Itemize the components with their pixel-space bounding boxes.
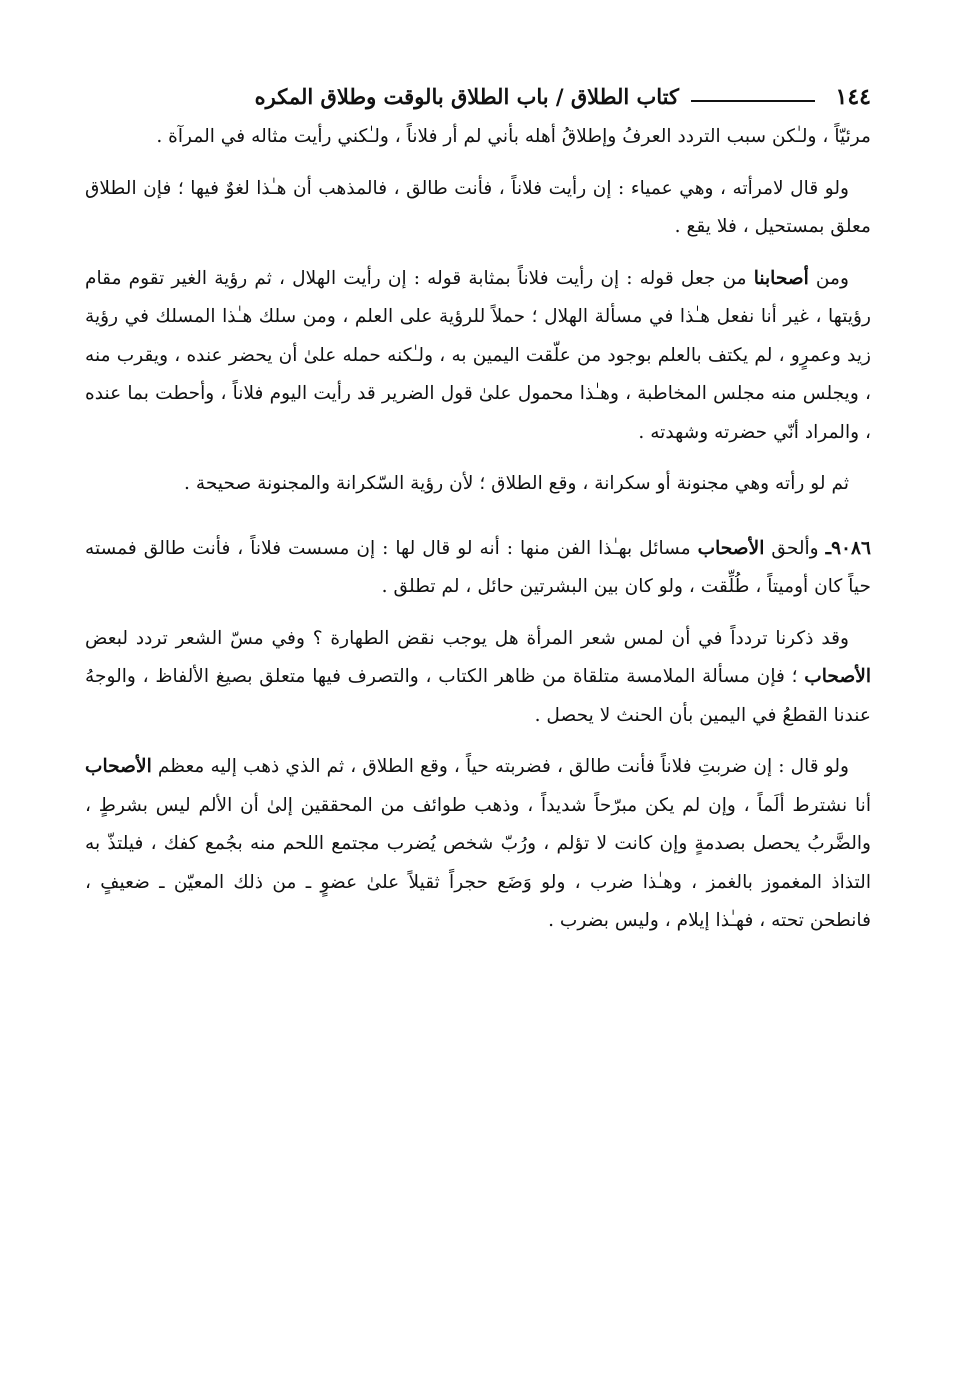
text-run: ولو قال : إن ضربتِ فلاناً فأنت طالق ، فضربته حياً ، وقع الطلاق ، ثم الذي ذهب إليه معظم xyxy=(151,756,849,777)
text-run: وقد ذكرنا تردداً في أن لمس شعر المرأة هل يوجب نقض الطهارة ؟ وفي مسّ الشعر تردد لبعض xyxy=(85,627,849,649)
bold-term: ٩٠٨٦ـ xyxy=(825,537,872,559)
running-title: كتاب الطلاق / باب الطلاق بالوقت وطلاق المكره xyxy=(254,84,679,109)
bold-term: الأصحاب xyxy=(85,756,152,777)
page-header xyxy=(85,78,871,118)
text-run: ؛ فإن مسألة الملامسة متلقاة من ظاهر الكتاب ، والتصرف فيها متعلق بصيغ الألفاظ ، والوجهُ عندنا القطعُ في اليمين بأن الحنث لا يحصل . xyxy=(85,666,871,726)
paragraph-p6 xyxy=(85,620,871,736)
paragraph-p2 xyxy=(85,170,871,247)
text-run: مرئيّاً ، ولـٰكن سبب التردد العرفُ وإطلاقُ أهله بأني لم أر فلاناً ، ولـٰكني رأيت مثاله في المرآة . xyxy=(156,126,871,147)
text-run: مسائل بهـٰذا الفن منها : أنه لو قال لها : إن مسست فلاناً ، فأنت طالق فمسته حياً كان أوميتاً ، طُلِّقت ، ولو كان بين البشرتين حائل ، لم تطلق . xyxy=(85,537,871,597)
paragraph-p7 xyxy=(85,748,871,941)
paragraph-p5 xyxy=(85,530,871,607)
body-text xyxy=(85,118,871,941)
text-run: أنا نشترط ألَماً ، وإن لم يكن مبرّحاً شديداً ، وذهب طوائف من المحققين إلىٰ أن الألم ليس بشرطٍ ، والضَّربُ يحصل بصدمةٍ وإن كانت لا تؤلم ، ورُبّ شخص يُضرب مجتمع اللحم منه بجُمع كفك ، فيلتذّ به التذاذ المغموز بالغمز ، وهـٰذا ضرب ، ولو وَضَع حجراً ثقيلاً علىٰ عضوٍ ـ من ذلك المعيّن ـ ضعيفٍ ، فانطحن تحته ، فهـٰذا إيلام ، وليس بضرب . xyxy=(85,794,871,931)
paragraph-p3 xyxy=(85,260,871,453)
bold-term: الأصحاب xyxy=(697,537,765,559)
paragraph-p1 xyxy=(85,118,871,157)
text-run: من جعل قوله : إن رأيت فلاناً بمثابة قوله : إن رأيت الهلال ، ثم رؤية الغير تقوم مقام رؤيتها ، غير أنا نفعل هـٰذا في مسألة الهلال ؛ حملاً للرؤية على العلم ، ومن سلك هـٰذا المسلك في رؤية زيد وعمرٍو ، لم يكتف بالعلم بوجود من علّقت اليمين به ، ولـٰكنه حمله علىٰ أن يحضر عنده ، ويقرب منه ، ويجلس منه مجلس المخاطبة ، وهـٰذا محمول علىٰ قول الضرير قد رأيت اليوم فلاناً ، وأحطت بما عنده ، والمراد أنّي حضرته وشهدته . xyxy=(85,267,871,443)
bold-term: الأصحاب xyxy=(804,666,871,687)
text-run: ومن xyxy=(808,267,849,289)
header-rule xyxy=(691,100,815,102)
text-run: ولو قال لامرأته ، وهي عمياء : إن رأيت فلاناً ، فأنت طالق ، فالمذهب أن هـٰذا لغوٌ فيها ؛ فإن الطلاق معلق بمستحيل ، فلا يقع . xyxy=(85,177,871,237)
paragraph-p4 xyxy=(85,465,871,504)
text-run: وألحق xyxy=(764,537,826,559)
text-run: ثم لو رأته وهي مجنونة أو سكرانة ، وقع الطلاق ؛ لأن رؤية السّكرانة والمجنونة صحيحة . xyxy=(184,473,849,494)
bold-term: أصحابنا xyxy=(753,267,809,289)
page-number: ١٤٤ xyxy=(835,84,871,110)
document-page xyxy=(85,78,871,941)
